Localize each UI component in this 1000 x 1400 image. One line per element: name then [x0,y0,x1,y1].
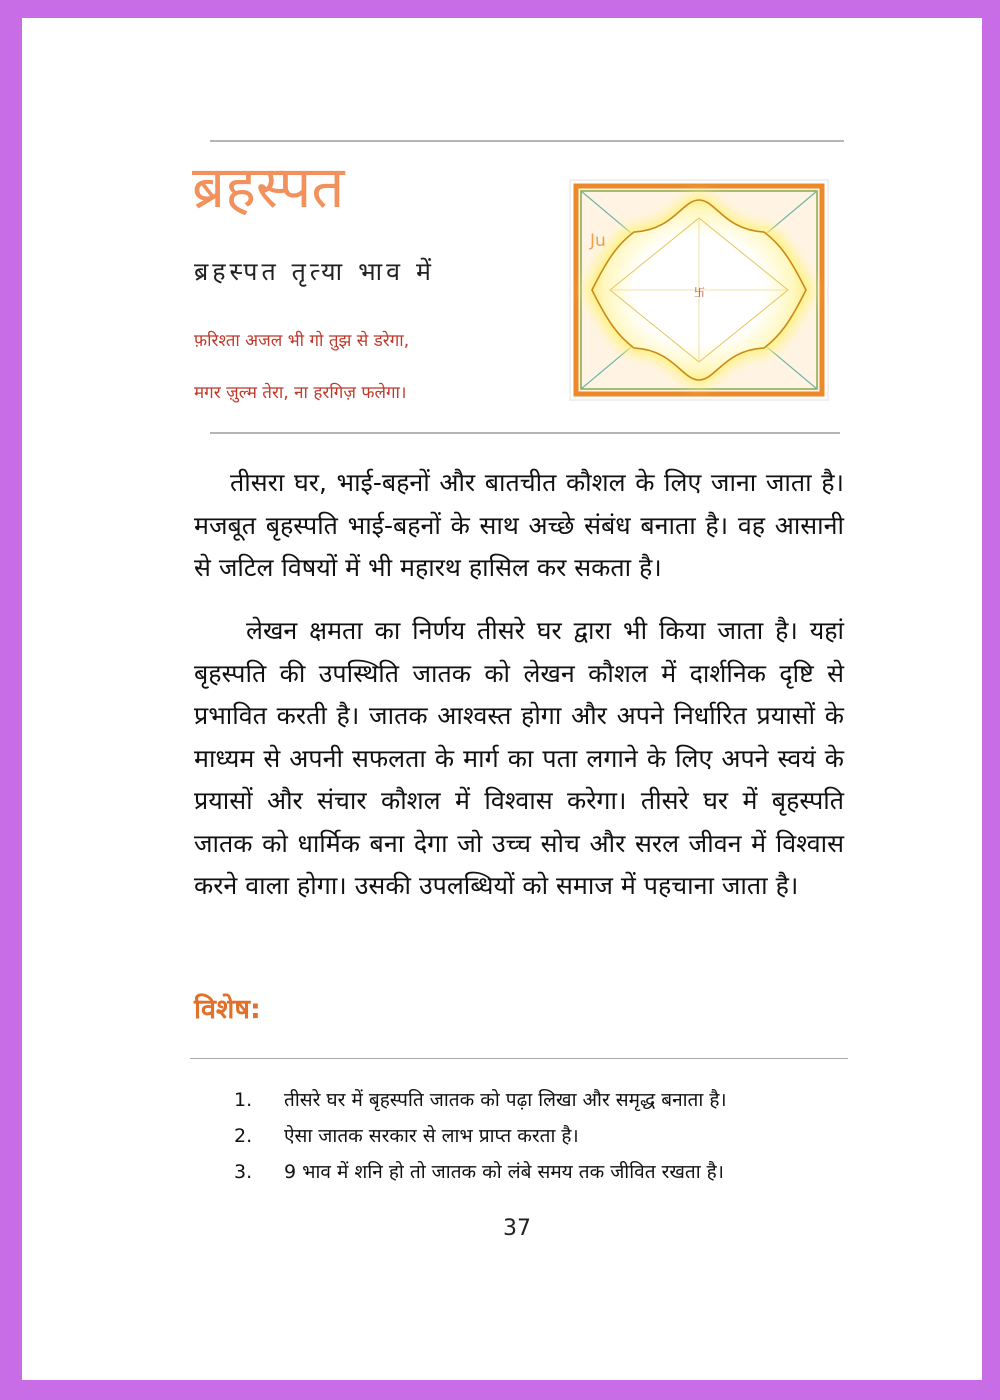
body-paragraph-2: लेखन क्षमता का निर्णय तीसरे घर द्वारा भी किया जाता है। यहां बृहस्पति की उपस्थिति जातक को लेखन कौशल में दार्शनिक दृष्टि से प्रभावित करती है। जातक आश्वस्त होगा और अपने निर्धारित प्रयासों के माध्यम से अपनी सफलता के मार्ग का पता लगाने के लिए अपने स्वयं के प्रयासों और संचार कौशल में विश्वास करेगा। तीसरे घर में बृहस्पति जातक को धार्मिक बना देगा जो उच्च सोच और सरल जीवन में विश्वास करने वाला होगा। उसकी उपलब्धियों को समाज में पहचाना जाता है। [194,616,844,900]
middle-divider [210,432,840,434]
list-item-number: 3. [234,1161,253,1183]
list-item-text: 9 भाव में शनि हो तो जातक को लंबे समय तक जीवित रखता है। [284,1161,724,1183]
page-title: ब्रहस्पत [192,153,345,221]
list-item-number: 1. [234,1089,253,1111]
list-item [234,1082,834,1118]
body-paragraph-1: तीसरा घर, भाई-बहनों और बातचीत कौशल के लिए जाना जाता है। मजबूत बृहस्पति भाई-बहनों के साथ अच्छे संबंध बनाता है। वह आसानी से जटिल विषयों में भी महारथ हासिल कर सकता है। [194,468,844,582]
top-divider [210,140,844,142]
horoscope-chart [568,178,830,402]
center-symbol: 卐 [694,286,705,299]
page-number: 37 [503,1216,531,1241]
horoscope-chart-svg [568,178,830,402]
list-item [234,1154,834,1190]
list-item-text: तीसरे घर में बृहस्पति जातक को पढ़ा लिखा और समृद्ध बनाता है। [284,1089,727,1111]
list-item-text: ऐसा जातक सरकार से लाभ प्राप्त करता है। [284,1125,579,1147]
special-heading: विशेष: [194,994,261,1025]
page [22,18,982,1380]
couplet-line-1: फ़रिश्ता अजल भी गो तुझ से डरेगा, [194,331,410,351]
couplet-line-2: मगर ज़ुल्म तेरा, ना हरगिज़ फलेगा। [194,383,407,403]
special-list [234,1082,834,1190]
special-divider [190,1058,848,1059]
page-subtitle: ब्रहस्पत तृत्या भाव में [194,257,435,286]
list-item [234,1118,834,1154]
planet-label: Ju [590,231,606,251]
list-item-number: 2. [234,1125,253,1147]
